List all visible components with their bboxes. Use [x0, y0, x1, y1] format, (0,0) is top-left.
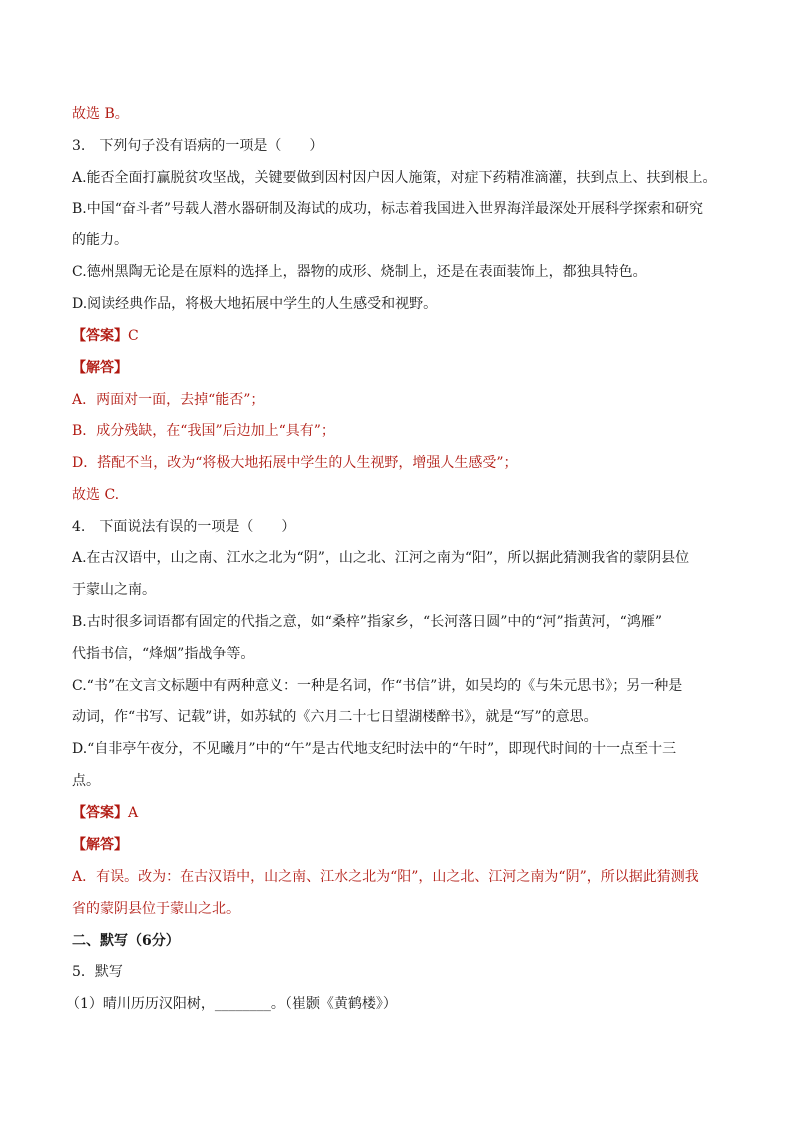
q4-option-a-cont: 于蒙山之南。: [72, 582, 156, 598]
q3-analysis-b: B．成分残缺，在“我国”后边加上“具有”；: [72, 423, 335, 439]
q3-analysis-label: 【解答】: [72, 360, 128, 376]
q2-conclusion: 故选 B。: [72, 106, 129, 122]
q4-analysis-a: A．有误。改为：在古汉语中，山之南、江水之北为“阳”，山之北、江河之南为“阴”，所以据此猜测我: [72, 869, 699, 885]
answer-label: 【答案】: [72, 328, 128, 344]
q3-option-b-cont: 的能力。: [72, 232, 128, 248]
q4-option-d: D.“自非亭午夜分，不见曦月”中的“午”是古代地支纪时法中的“午时”，即现代时间的十一点至十三: [72, 741, 677, 757]
q3-analysis-d: D．搭配不当，改为“将极大地拓展中学生的人生视野，增强人生感受”；: [72, 455, 518, 471]
answer-value: A: [128, 805, 139, 821]
q4-option-b-cont: 代指书信，“烽烟”指战争等。: [72, 646, 255, 662]
q4-option-a: A.在古汉语中，山之南、江水之北为“阴”，山之北、江河之南为“阳”，所以据此猜测我省的蒙阴县位: [72, 550, 690, 566]
q3-option-d: D.阅读经典作品，将极大地拓展中学生的人生感受和视野。: [72, 296, 438, 312]
q5-item-1: （1）晴川历历汉阳树，________。（崔颢《黄鹤楼》）: [66, 996, 397, 1012]
q3-option-b: B.中国“奋斗者”号载人潜水器研制及海试的成功，标志着我国进入世界海洋最深处开展科学探索和研究: [72, 201, 704, 217]
q3-option-a: A.能否全面打赢脱贫攻坚战，关键要做到因村因户因人施策，对症下药精准滴灌，扶到点上、扶到根上。: [72, 170, 717, 186]
answer-value: C: [128, 328, 139, 344]
q4-stem: 4. 下面说法有误的一项是（ ）: [72, 519, 296, 535]
q4-option-c-cont: 动词，作“书写、记载”讲，如苏轼的《六月二十七日望湖楼醉书》，就是“写”的意思。: [72, 709, 598, 725]
section2-heading: 二、默写（6分）: [72, 933, 180, 949]
q4-option-c: C.“书”在文言文标题中有两种意义：一种是名词，作“书信”讲，如吴均的《与朱元思书》；另一种是: [72, 678, 683, 694]
q5-stem: 5．默写: [72, 964, 123, 980]
q4-option-d-cont: 点。: [72, 773, 100, 789]
q3-option-c: C.德州黑陶无论是在原料的选择上，器物的成形、烧制上，还是在表面装饰上，都独具特色。: [72, 264, 647, 280]
q3-answer: [72, 327, 139, 345]
q4-analysis-a-cont: 省的蒙阴县位于蒙山之北。: [72, 901, 240, 917]
q3-conclusion: 故选 C.: [72, 487, 120, 503]
q4-analysis-label: 【解答】: [72, 837, 128, 853]
q3-stem: 3. 下列句子没有语病的一项是（ ）: [72, 138, 324, 154]
q3-analysis-a: A．两面对一面，去掉“能否”；: [72, 392, 265, 408]
q4-option-b: B.古时很多词语都有固定的代指之意，如“桑梓”指家乡，“长河落日圆”中的“河”指黄河，“鸿雁”: [72, 614, 662, 630]
q4-answer: [72, 804, 138, 822]
answer-label: 【答案】: [72, 805, 128, 821]
